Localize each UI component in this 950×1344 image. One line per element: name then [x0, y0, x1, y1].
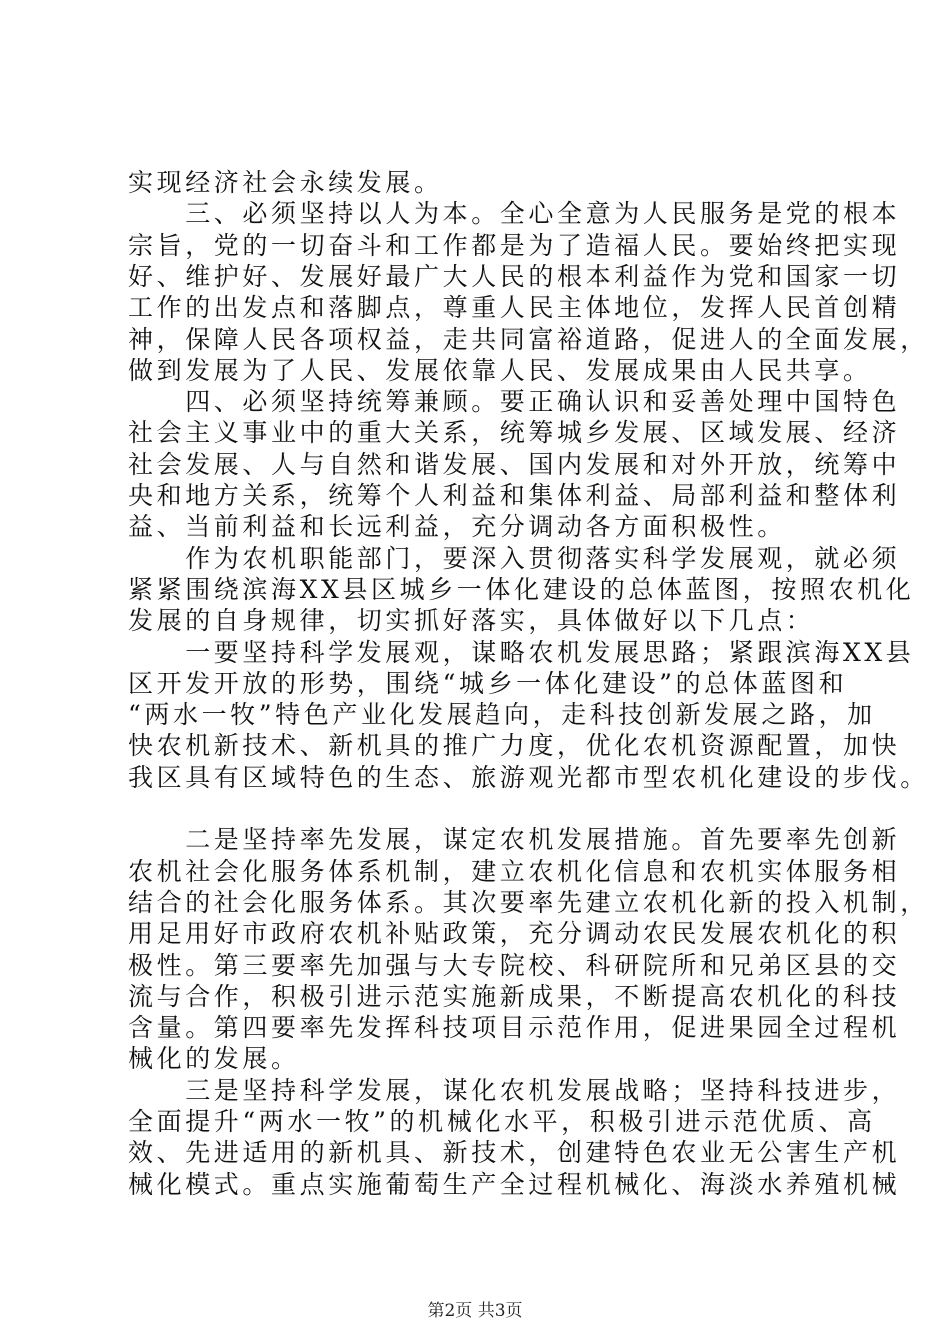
text-line: 益、当前利益和长远利益，充分调动各方面积极性。: [128, 512, 786, 541]
text-line: 含量。第四要率先发挥科技项目示范作用，促进果园全过程机: [128, 1013, 901, 1042]
text-line: 结合的社会化服务体系。其次要率先建立农机化新的投入机制，: [128, 888, 929, 917]
text-line: 紧紧围绕滨海XX县区城乡一体化建设的总体蓝图，按照农机化: [128, 575, 915, 604]
text-line: 社会发展、人与自然和谐发展、国内发展和对外开放，统筹中: [128, 450, 901, 479]
text-line: “两水一牧”特色产业化发展趋向，走科技创新发展之路，加: [128, 700, 876, 729]
text-line: 三是坚持科学发展，谋化农机发展战略；坚持科技进步，: [128, 1076, 901, 1105]
text-line: 械化模式。重点实施葡萄生产全过程机械化、海淡水养殖机械: [128, 1170, 901, 1199]
text-line: 央和地方关系，统筹个人利益和集体利益、局部利益和整体利: [128, 481, 901, 510]
text-line: 一要坚持科学发展观，谋略农机发展思路；紧跟滨海XX县: [128, 638, 915, 667]
text-line: 全面提升“两水一牧”的机械化水平，积极引进示范优质、高: [128, 1107, 876, 1136]
text-line: 用足用好市政府农机补贴政策，充分调动农民发展农机化的积: [128, 919, 901, 948]
text-line: 社会主义事业中的重大关系，统筹城乡发展、区域发展、经济: [128, 418, 901, 447]
text-line: 四、必须坚持统筹兼顾。要正确认识和妥善处理中国特色: [128, 387, 901, 416]
text-line: 效、先进适用的新机具、新技术，创建特色农业无公害生产机: [128, 1138, 901, 1167]
text-line: 区开发开放的形势，围绕“城乡一体化建设”的总体蓝图和: [128, 669, 848, 698]
text-line: 作为农机职能部门，要深入贯彻落实科学发展观，就必须: [128, 544, 901, 573]
text-line: 农机社会化服务体系机制，建立农机化信息和农机实体服务相: [128, 857, 901, 886]
text-line: 发展的自身规律，切实抓好落实，具体做好以下几点：: [128, 606, 815, 635]
text-line: 做到发展为了人民、发展依靠人民、发展成果由人民共享。: [128, 356, 872, 385]
text-line: 好、维护好、发展好最广大人民的根本利益作为党和国家一切: [128, 262, 901, 291]
text-line: 械化的发展。: [128, 1044, 300, 1073]
text-line: 二是坚持率先发展，谋定农机发展措施。首先要率先创新: [128, 825, 901, 854]
text-line: 极性。第三要率先加强与大专院校、科研院所和兄弟区县的交: [128, 951, 901, 980]
text-line: 实现经济社会永续发展。: [128, 168, 443, 197]
text-line: 宗旨，党的一切奋斗和工作都是为了造福人民。要始终把实现: [128, 231, 901, 260]
text-line: 三、必须坚持以人为本。全心全意为人民服务是党的根本: [128, 199, 901, 228]
text-line: 流与合作，积极引进示范实施新成果，不断提高农机化的科技: [128, 982, 901, 1011]
text-line: 快农机新技术、新机具的推广力度，优化农机资源配置，加快: [128, 731, 901, 760]
page-number: 第2页 共3页: [427, 1301, 523, 1321]
text-line: 工作的出发点和落脚点，尊重人民主体地位，发挥人民首创精: [128, 293, 901, 322]
text-line: 我区具有区域特色的生态、旅游观光都市型农机化建设的步伐。: [128, 763, 929, 792]
text-line: 神，保障人民各项权益，走共同富裕道路，促进人的全面发展，: [128, 325, 929, 354]
